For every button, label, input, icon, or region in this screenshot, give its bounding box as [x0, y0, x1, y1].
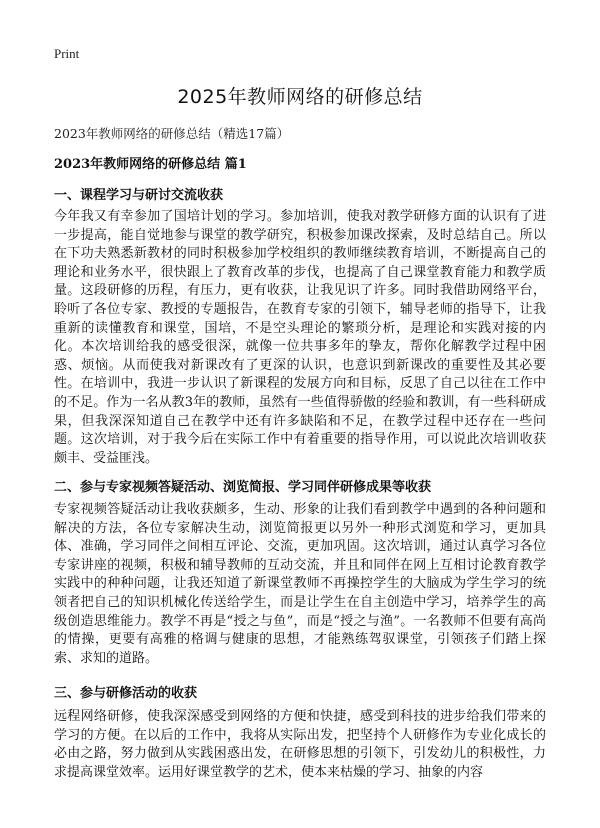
print-link[interactable]: Print [54, 46, 80, 61]
section-heading-3: 三、参与研修活动的收获 [54, 686, 198, 701]
document-subtitle: 2023年教师网络的研修总结（精选17篇） [54, 126, 290, 141]
section-body-3: 远程网络研修，使我深深感受到网络的方便和快捷，感受到科技的进步给我们带来的学习的方便。在以后的工作中，我将从实际出发，把坚持个人研修作为专业化成长的必由之路，努力做到从实践困惑出发，在研修思想的引领下，引发幼儿的积极性，力求提高课堂效率。运用好课堂教学的艺术，使本来枯燥的学习、抽象的内容 [54, 709, 546, 780]
article-heading: 2023年教师网络的研修总结 篇1 [54, 157, 247, 172]
section-body-1: 今年我又有幸参加了国培计划的学习。参加培训，使我对教学研修方面的认识有了进一步提高，能自觉地参与课堂的教学研究，积极参加课改探索，及时总结自己。所以在下功夫熟悉新教材的同时积极参加学校组织的教师继续教育培训，不断提高自己的理论和业务水平，很快跟上了教育改革的步伐，也提高了自己课堂教育能力和教学质量。这段研修的历程，有压力，更有收获，让我见识了许多。同时我借助网络平台，聆听了各位专家、教授的专题报告，在教育专家的引领下，辅导老师的指导下，让我重新的读懂教育和课堂，国培，不是空头理论的繁琐分析，是理论和实践对接的内化。本次培训给我的感受很深，就像一位共事多年的挚友，帮你化解教学过程中困惑、烦恼。从而使我对新课改有了更深的认识，也意识到新课改的重要性及其必要性。在培训中，我进一步认识了新课程的发展方向和目标，反思了自己以往在工作中的不足。作为一名从教3年的教师，虽然有一些值得骄傲的经验和教训，有一些科研成果，但我深深知道自己在教学中还有许多缺陷和不足，在教学过程中还存在一些问题。这次培训，对于我今后在实际工作中有着重要的指导作用，可以说此次培训收获颇丰、受益匪浅。 [54, 209, 546, 466]
section-heading-2: 二、参与专家视频答疑活动、浏览简报、学习同伴研修成果等收获 [54, 480, 432, 495]
section-heading-1: 一、课程学习与研讨交流收获 [54, 188, 224, 203]
section-body-2: 专家视频答疑活动让我收获颇多，生动、形象的让我们看到教学中遇到的各种问题和解决的方法，各位专家解决生动，浏览简报更以另外一种形式浏览和学习，更加具体、准确，学习同伴之间相互评论、交流，更加巩固。这次培训，通过认真学习各位专家讲座的视频，积极和辅导教师的互动交流，并且和同伴在网上互相讨论教育教学实践中的种种问题，让我还知道了新课堂教师不再操控学生的大脑成为学生学习的统领者把自己的知识机械化传送给学生，而是让学生在自主创造中学习，培养学生的高级创造思维能力。教学不再是“授之与鱼”，而是“授之与渔”。一名教师不但要有高尚的情操，更要有高雅的格调与健康的思想，才能熟练驾驭课堂，引领孩子们踏上探索、求知的道路。 [54, 502, 546, 666]
page-title: 2025年教师网络的研修总结 [177, 86, 423, 108]
